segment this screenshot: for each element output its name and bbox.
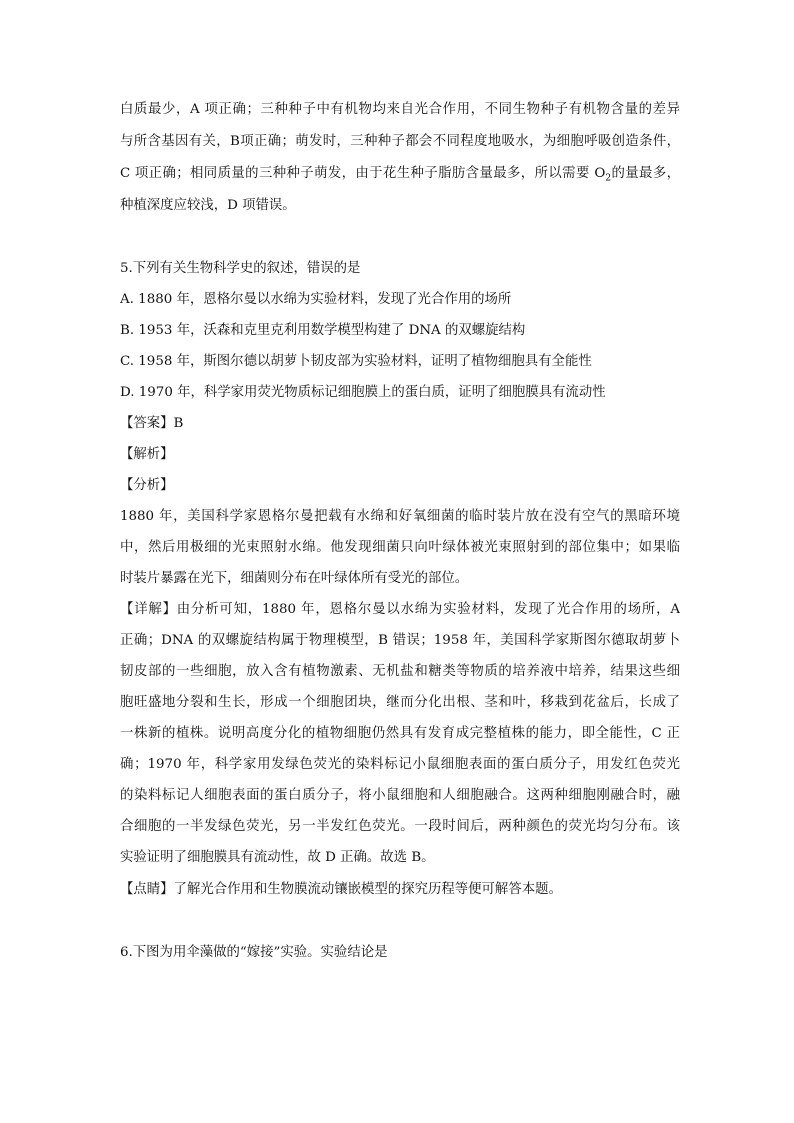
- q5-option-d: D. 1970 年，科学家用荧光物质标记细胞膜上的蛋白质，证明了细胞膜具有流动性: [120, 385, 606, 400]
- q6-stem: 6.下图为用伞藻做的“嫁接”实验。实验结论是: [120, 945, 388, 960]
- q4-text-line-2: 与所含基因有关，B项正确；萌发时，三种种子都会不同程度地吸水，为细胞呼吸创造条件，: [120, 134, 680, 149]
- q5-stem: 5.下列有关生物科学史的叙述，错误的是: [120, 261, 361, 276]
- q5-detail-line-5: 一株新的植株。说明高度分化的植物细胞仍然具有发育成完整植株的能力，即全能性，C 正: [120, 726, 680, 741]
- q5-fenxi-line-2: 中，然后用极细的光束照射水绵。他发现细菌只向叶绿体被光束照射到的部位集中；如果临: [120, 540, 680, 555]
- q5-detail-line-6: 确；1970 年，科学家用发绿色荧光的染料标记小鼠细胞表面的蛋白质分子，用发红色荧光: [120, 757, 680, 772]
- q5-option-a: A. 1880 年，恩格尔曼以水绵为实验材料，发现了光合作用的场所: [120, 292, 512, 307]
- q5-analysis-heading: 【解析】: [120, 447, 174, 462]
- q5-detail-line-2: 正确；DNA 的双螺旋结构属于物理模型，B 错误；1958 年，美国科学家斯图尔德取胡萝卜: [120, 633, 680, 648]
- q4-line3-tail: 的量最多，: [611, 166, 680, 181]
- q4-line3-main: C 项正确；相同质量的三种种子萌发，由于花生种子脂肪含量最多，所以需要 O: [120, 166, 606, 181]
- q5-dianjing: 【点睛】了解光合作用和生物膜流动镶嵌模型的探究历程等便可解答本题。: [120, 882, 562, 897]
- q5-fenxi-line-1: 1880 年，美国科学家恩格尔曼把载有水绵和好氧细菌的临时装片放在没有空气的黑暗环境: [120, 509, 680, 524]
- q5-detail-line-1: 【详解】由分析可知，1880 年，恩格尔曼以水绵为实验材料，发现了光合作用的场所，A: [120, 602, 680, 617]
- q5-detail-line-7: 的染料标记人细胞表面的蛋白质分子，将小鼠细胞和人细胞融合。这两种细胞刚融合时，融: [120, 788, 680, 803]
- q4-text-line-1: 白质最少，A 项正确；三种种子中有机物均来自光合作用，不同生物种子有机物含量的差异: [120, 102, 680, 117]
- o2-subscript: 2: [605, 173, 612, 184]
- q5-option-b: B. 1953 年，沃森和克里克利用数学模型构建了 DNA 的双螺旋结构: [120, 323, 526, 338]
- q5-detail-line-8: 合细胞的一半发绿色荧光，另一半发红色荧光。一段时间后，两种颜色的荧光均匀分布。该: [120, 819, 680, 834]
- q5-option-c: C. 1958 年，斯图尔德以胡萝卜韧皮部为实验材料，证明了植物细胞具有全能性: [120, 354, 592, 369]
- q5-fenxi-heading: 【分析】: [120, 478, 174, 493]
- q5-fenxi-line-3: 时装片暴露在光下，细菌则分布在叶绿体所有受光的部位。: [120, 571, 469, 586]
- q5-detail-line-3: 韧皮部的一些细胞，放入含有植物激素、无机盐和糖类等物质的培养液中培养，结果这些细: [120, 664, 680, 679]
- q4-text-line-3: [120, 164, 680, 184]
- q5-detail-line-9: 实验证明了细胞膜具有流动性，故 D 正确。故选 B。: [120, 850, 435, 865]
- q4-text-line-4: 种植深度应较浅，D 项错误。: [120, 198, 296, 213]
- q5-detail-line-4: 胞旺盛地分裂和生长，形成一个细胞团块，继而分化出根、茎和叶，移栽到花盆后，长成了: [120, 695, 680, 710]
- q5-answer: 【答案】B: [120, 416, 184, 431]
